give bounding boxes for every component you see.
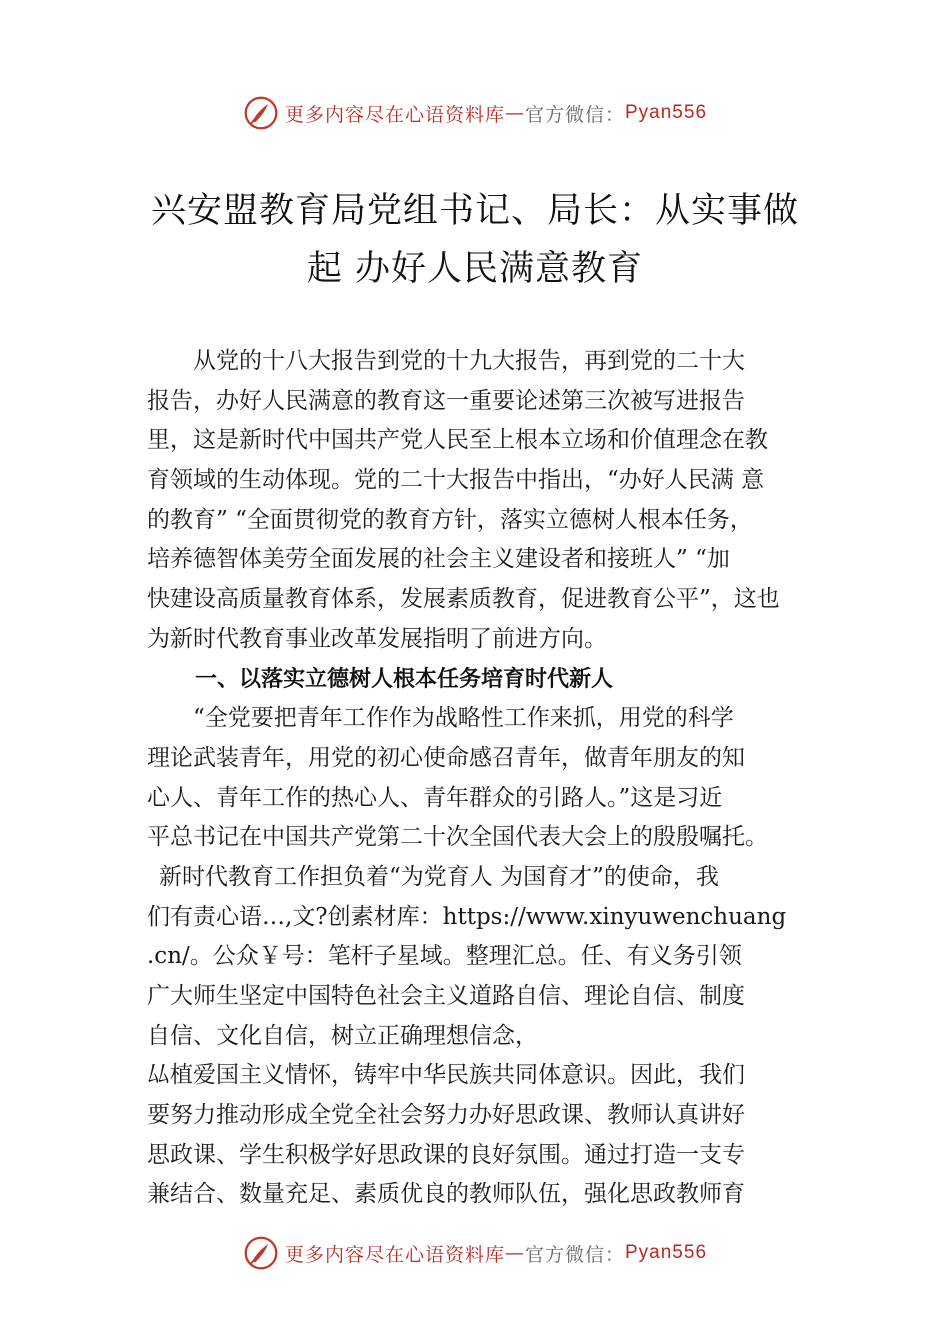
header-banner (0, 93, 950, 133)
document-body (147, 342, 827, 1215)
section-1-heading: 一、以落实立德树人根本任务培育时代新人 (195, 666, 614, 692)
paragraph-1-line: 的教育” “全面贯彻党的教育方针，落实立德树人根本任务， (147, 506, 753, 533)
paragraph-2-line: 理论武装青年，用党的初心使命感召青年，做青年朋友的知 (147, 744, 745, 771)
paragraph-2-line: 平总书记在中国共产党第二十次全国代表大会上的殷殷嘱托。 (147, 824, 768, 851)
banner-wechat-label: 官方微信： (524, 1243, 625, 1266)
paragraph-1-line: 培养德智体美劳全面发展的社会主义建设者和接班人” “加 (147, 546, 730, 573)
paragraph-2-line: 兼结合、数量充足、素质优良的教师队伍，强化思政教师育 (147, 1181, 745, 1208)
paragraph-2-line: 们有责心语…,文?创素材库：https://www.xinyuwenchuang (147, 903, 787, 930)
paragraph-2-line: 新时代教育工作担负着“为党育人 为国育才”的使命，我 (159, 863, 719, 890)
banner-wechat-id: Pyan556 (625, 1242, 708, 1263)
banner-brand-text: 更多内容尽在心语资料库 (284, 1243, 505, 1266)
paragraph-1-line: 报告，办好人民满意的教育这一重要论述第三次被写进报告 (147, 387, 745, 414)
title-line-2: 起 办好人民满意教育 (306, 249, 644, 289)
paragraph-2-line: 思政课、学生积极学好思政课的良好氛围。通过打造一支专 (147, 1141, 745, 1168)
paragraph-2-line: 广大师生坚定中国特色社会主义道路自信、理论自信、制度 (147, 983, 745, 1009)
paragraph-1-line: 快建设高质量教育体系，发展素质教育，促进教育公平”，这也 (147, 586, 780, 613)
paragraph-1-line: 里，这是新时代中国共产党人民至上根本立场和价值理念在教 (147, 427, 768, 454)
paragraph-2-line: 厸植爱国主义情怀，铸牢中华民族共同体意识。因此，我们 (147, 1062, 745, 1089)
title-line-1: 兴安盟教育局党组书记、局长：从实事做 (150, 191, 799, 231)
banner-separator: — (504, 102, 525, 124)
brush-logo-icon (243, 95, 279, 131)
paragraph-1-line: 育领域的生动体现。党的二十大报告中指出，“办好人民满 意 (147, 467, 765, 494)
paragraph-1-line: 从党的十八大报告到党的十九大报告，再到党的二十大 (193, 348, 745, 374)
paragraph-2-line: “全党要把青年工作作为战略性工作来抓，用党的科学 (193, 705, 734, 732)
document-title (0, 182, 950, 298)
paragraph-1-line: 为新时代教育事业改革发展指明了前进方向。 (147, 625, 607, 652)
banner-wechat-id: Pyan556 (625, 102, 708, 123)
paragraph-2-line: 心人、青年工作的热心人、青年群众的引路人。”这是习近 (147, 784, 723, 811)
brush-logo-icon (243, 1235, 279, 1271)
banner-wechat-label: 官方微信： (524, 103, 625, 126)
banner-brand-text: 更多内容尽在心语资料库 (284, 103, 505, 126)
footer-banner (0, 1233, 950, 1273)
paragraph-2-line: .cn/。公众￥号：笔杆子星域。整理汇总。任、有义务引领 (147, 943, 742, 970)
paragraph-2-line: 要努力推动形成全党全社会努力办好思政课、教师认真讲好 (147, 1102, 745, 1129)
paragraph-2-line: 自信、文化自信，树立正确理想信念， (147, 1022, 538, 1049)
banner-separator: — (504, 1242, 525, 1264)
